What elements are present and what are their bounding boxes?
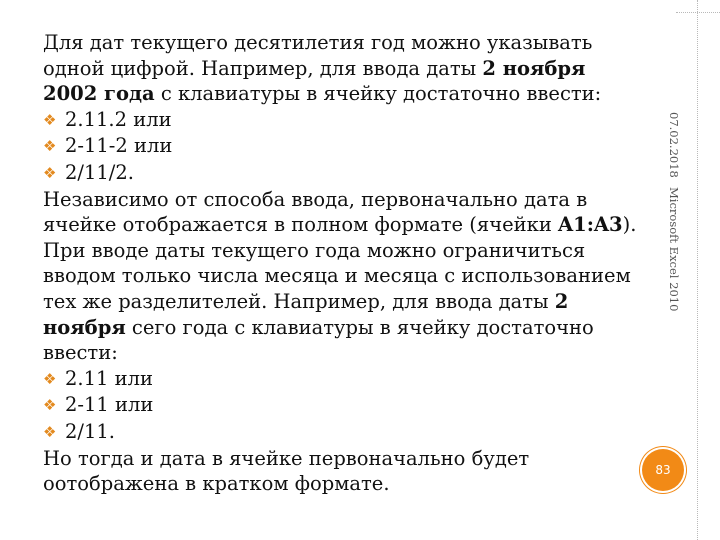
- paragraph-current-year-text-b: сего года с клавиатуры в ячейку достаточно ввести:: [43, 315, 594, 365]
- diamond-bullet-icon: ❖: [43, 422, 57, 441]
- diamond-bullet-icon: ❖: [43, 137, 57, 156]
- sidebar-date: 07.02.2018: [667, 112, 681, 178]
- list-item-text: 2.11 или: [65, 366, 153, 390]
- paragraph-format-bold: A1:A3: [558, 213, 623, 237]
- list-item: [43, 419, 643, 446]
- paragraph-intro-text-b: с клавиатуры в ячейку достаточно ввести:: [154, 82, 602, 106]
- diamond-bullet-icon: ❖: [43, 396, 57, 415]
- diamond-bullet-icon: ❖: [43, 110, 57, 129]
- list-item-text: 2/11.: [65, 419, 115, 443]
- paragraph-intro-bold: 2 ноября 2002 года: [43, 56, 586, 106]
- list-item-text: 2.11.2 или: [65, 107, 172, 131]
- paragraph-format-text-a: Независимо от способа ввода, первоначально дата в ячейке отображается в полном формате (ячейки: [43, 187, 588, 237]
- paragraph-short-format: Но тогда и дата в ячейке первоначально будет оотображена в кратком формате.: [43, 446, 530, 496]
- list-item: [43, 133, 643, 160]
- paragraph-current-year: [43, 238, 643, 366]
- list-item: [43, 107, 643, 134]
- diamond-bullet-icon: ❖: [43, 163, 57, 182]
- paragraph-format-text-b: ).: [622, 213, 637, 237]
- list-item-text: 2-11 или: [65, 393, 154, 417]
- list-item: [43, 366, 643, 393]
- slide-number-badge: 83: [642, 449, 684, 491]
- paragraph-intro: [43, 30, 643, 107]
- frame-vertical-line: [697, 0, 698, 540]
- list-item: [43, 160, 643, 187]
- sidebar-app-name: Microsoft Excel 2010: [667, 187, 681, 312]
- paragraph-format: [43, 187, 643, 238]
- list-item-text: 2-11-2 или: [65, 134, 173, 158]
- list-item: [43, 392, 643, 419]
- paragraph-current-year-bold: 2 ноября: [43, 289, 569, 339]
- diamond-bullet-icon: ❖: [43, 369, 57, 388]
- paragraph-current-year-text-a: При вводе даты текущего года можно ограничиться вводом только числа месяца и месяца с использованием тех же разделителей. Например, для ввода даты: [43, 238, 631, 313]
- slide-content: [43, 30, 643, 497]
- paragraph-intro-text-a: Для дат текущего десятилетия год можно указывать одной цифрой. Например, для ввода даты: [43, 31, 593, 80]
- list-item-text: 2/11/2.: [65, 160, 134, 184]
- frame-horizontal-line: [676, 12, 720, 13]
